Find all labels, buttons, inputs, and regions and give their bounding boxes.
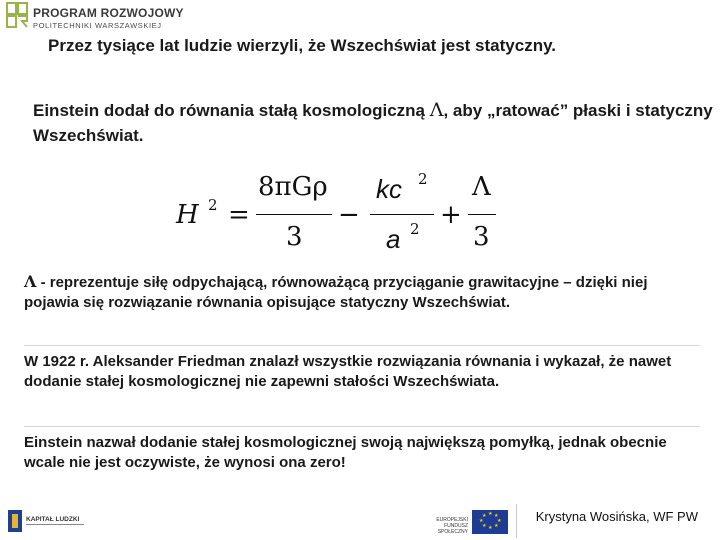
lambda-explanation	[24, 272, 700, 313]
eq-plus: +	[440, 200, 462, 230]
divider	[24, 345, 700, 346]
eq-equals: =	[228, 200, 250, 230]
intro-text-1: Einstein dodał do równania stałą kosmologiczną	[33, 101, 430, 120]
eq-num-1: 8πGρ	[258, 172, 328, 202]
friedman-paragraph: W 1922 r. Aleksander Friedman znalazł wszystkie rozwiązania równania i wykazał, że nawet dodanie stałej kosmologicznej nie zapewni stałości Wszechświata.	[24, 353, 672, 390]
eu-logo	[412, 508, 508, 536]
kapital-ludzki-underline	[26, 524, 84, 525]
eq-den-1: 3	[286, 222, 303, 252]
eu-fund-text: EUROPEJSKI FUNDUSZ SPOŁECZNY	[436, 517, 468, 535]
eq-c-exponent: 2	[418, 170, 428, 188]
logo-subtitle: POLITECHNIKI WARSZAWSKIEJ	[33, 21, 162, 30]
eq-minus: −	[338, 200, 360, 230]
author-credit: Krystyna Wosińska, WF PW	[535, 509, 698, 524]
divider	[24, 426, 700, 427]
eq-a-exponent: 2	[410, 220, 420, 238]
eu-flag-icon: ★ ★ ★ ★ ★ ★ ★ ★	[472, 510, 508, 534]
logo-title: PROGRAM ROZWOJOWY	[33, 6, 184, 20]
slide-title: Przez tysiące lat ludzie wierzyli, że Wszechświat jest statyczny.	[48, 36, 556, 55]
friedmann-equation	[170, 170, 510, 262]
footer-divider	[516, 504, 517, 538]
intro-paragraph	[33, 98, 713, 148]
lambda-symbol-2: Λ	[24, 272, 37, 291]
program-logo	[6, 2, 184, 34]
eq-fraction-bar-3	[468, 214, 496, 215]
biggest-blunder-paragraph: Einstein nazwał dodanie stałej kosmologicznej swoją największą pomyłką, jednak obecnie wcale nie jest oczywiste, że wynosi ona zero!	[24, 434, 667, 471]
eq-num-3: Λ	[472, 172, 491, 202]
eq-H-exponent: 2	[208, 196, 218, 214]
lambda-explanation-text: - reprezentuje siłę odpychającą, równoważącą przyciąganie grawitacyjne – dzięki niej pojawia się rozwiązanie równania opisujące statyczny Wszechświat.	[24, 274, 648, 311]
kapital-ludzki-logo	[8, 508, 88, 534]
eq-num-2: kc	[376, 174, 402, 204]
kapital-ludzki-text: KAPITAŁ LUDZKI	[26, 516, 80, 523]
kapital-ludzki-flag-icon	[8, 510, 22, 532]
lambda-symbol: Λ	[429, 99, 444, 121]
pr-logo-icon	[6, 2, 28, 28]
eq-den-2: a	[386, 224, 401, 254]
eq-fraction-bar-2	[370, 214, 434, 215]
eq-den-3: 3	[473, 222, 490, 252]
intro-text-2: , aby „ratować” płaski i statyczny Wszechświat.	[33, 101, 713, 145]
eq-H: H	[176, 200, 199, 230]
eq-fraction-bar-1	[256, 214, 332, 215]
